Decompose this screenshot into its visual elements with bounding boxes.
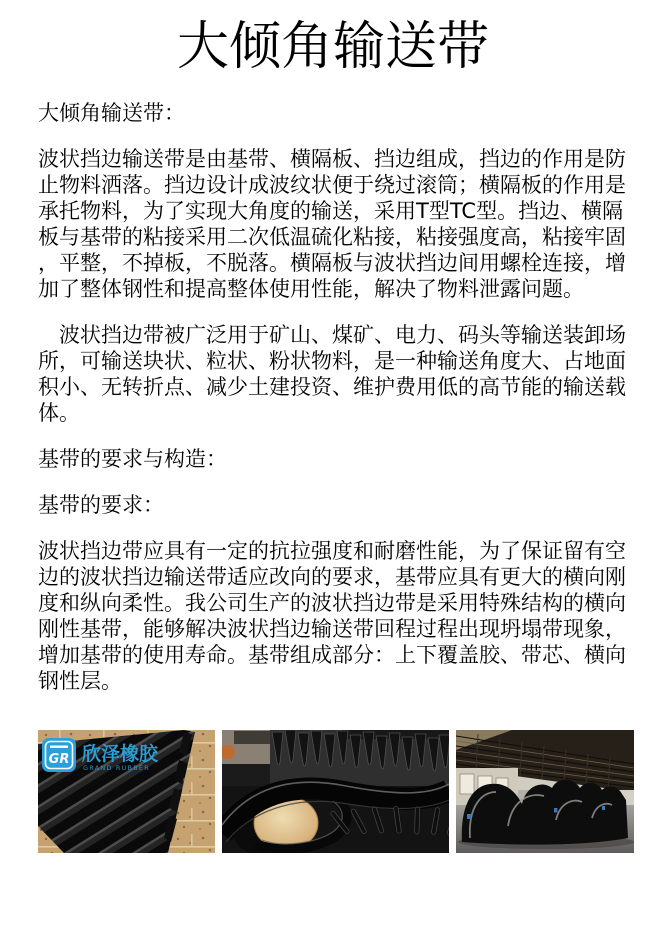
paragraph-intro-label: 大倾角输送带：: [38, 101, 185, 125]
logo-monogram: GR: [48, 752, 70, 767]
paragraph-baseband-requirements: 波状挡边带应具有一定的抗拉强度和耐磨性能，为了保证留有空边的波状挡边输送带适应改向的要求，基带应具有更大的横向刚度和纵向柔性。我公司生产的波状挡边带是采用特殊结构的横向刚性基带，能够解决波状挡边输送带回程过程出现坍塌带现象，增加基带的使用寿命。基带组成部分：上下覆盖胶、带芯、横向钢性层。: [38, 539, 626, 693]
paragraph-applications: 波状挡边带被广泛用于矿山、煤矿、电力、码头等输送装卸场所，可输送块状、粒状、粉状物料，是一种输送角度大、占地面积小、无转折点、减少土建投资、维护费用低的高节能的输送载体。: [38, 323, 626, 425]
logo-top-bar: [50, 746, 68, 748]
brand-name-cn: 欣泽橡胶: [82, 743, 159, 765]
paragraph-baseband-heading: 基带的要求与构造：: [38, 447, 227, 471]
product-photo-belt-panel: [38, 730, 215, 853]
page-title: 大倾角输送带: [176, 17, 489, 77]
serpentine-belt-row: [462, 780, 628, 845]
belt-loop-image: [222, 730, 449, 853]
belt-panel-image: [38, 730, 215, 853]
paragraph-baseband-subheading: 基带的要求：: [38, 493, 164, 517]
product-photo-gallery: [38, 730, 628, 853]
paragraph-structure: 波状挡边输送带是由基带、横隔板、挡边组成，挡边的作用是防止物料洒落。挡边设计成波纹状便于绕过滚筒；横隔板的作用是承托物料，为了实现大角度的输送，采用T型TC型。挡边、横隔板与基带的粘接采用二次低温硫化粘接，粘接强度高，粘接牢固，平整，不掉板，不脱落。横隔板与波状挡边间用螺栓连接，增加了整体钢性和提高整体使用性能，解决了物料泄露问题。: [38, 147, 626, 301]
brand-logo: [42, 738, 159, 772]
brand-name-en: GRAND RUBBER: [83, 764, 150, 772]
product-photo-factory: [456, 730, 634, 853]
product-photo-belt-loop: [222, 730, 449, 853]
factory-image: [456, 730, 634, 853]
product-description-page: [0, 14, 666, 853]
